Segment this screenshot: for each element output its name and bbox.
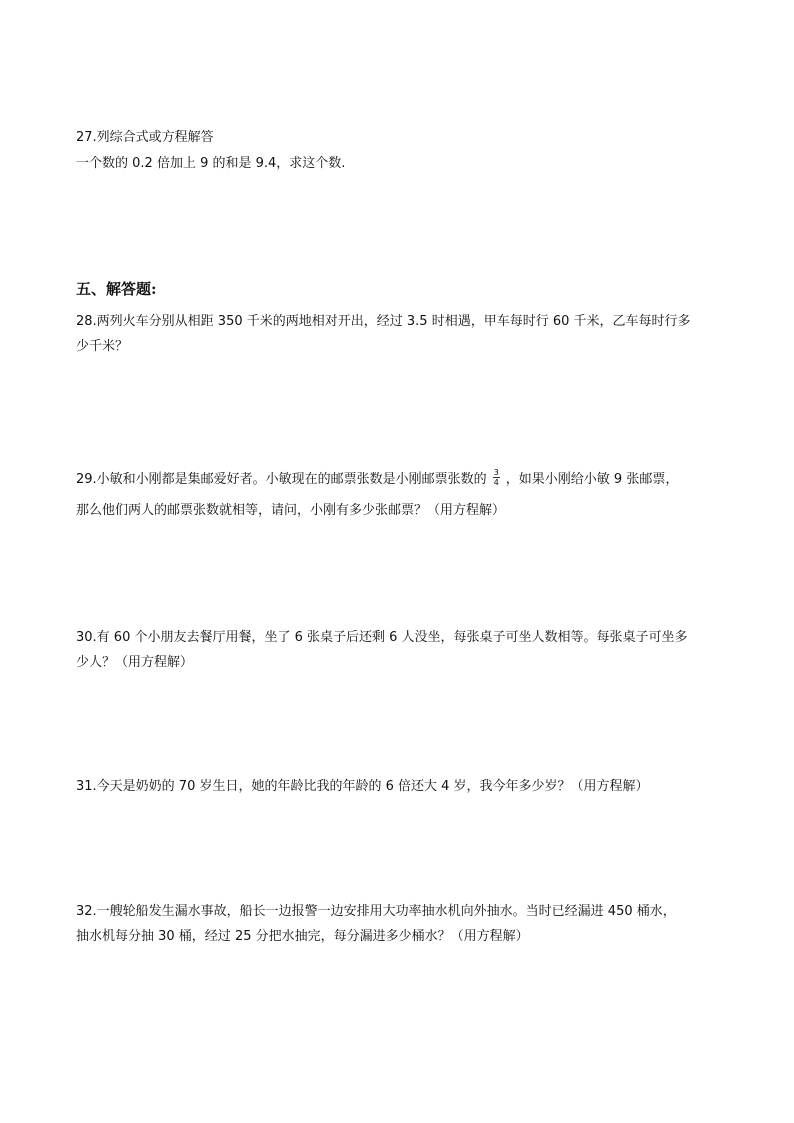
- question-30-line-2: 少人？（用方程解）: [76, 655, 194, 670]
- question-27-text: 一个数的 0.2 倍加上 9 的和是 9.4，求这个数.: [76, 156, 346, 171]
- section-heading: 五、解答题:: [76, 280, 157, 298]
- question-29-text-before-fraction: 29.小敏和小刚都是集邮爱好者。小敏现在的邮票张数是小刚邮票张数的: [76, 472, 487, 487]
- question-29-line-2: 那么他们两人的邮票张数就相等，请问，小刚有多少张邮票？（用方程解）: [76, 503, 506, 518]
- question-27-title: 27.列综合式或方程解答: [76, 130, 214, 145]
- fraction-three-quarters: [493, 468, 500, 487]
- question-32-line-1: 32.一艘轮船发生漏水事故，船长一边报警一边安排用大功率抽水机向外抽水。当时已经漏进 450 桶水，: [76, 904, 676, 919]
- question-31-line-1: 31.今天是奶奶的 70 岁生日，她的年龄比我的年龄的 6 倍还大 4 岁，我今年多少岁？（用方程解）: [76, 779, 649, 794]
- question-29-text-after-fraction: ，如果小刚给小敏 9 张邮票，: [505, 472, 679, 487]
- question-28-line-2: 少千米？: [76, 339, 129, 354]
- fraction-numerator: 3: [493, 468, 499, 477]
- question-32-line-2: 抽水机每分抽 30 桶，经过 25 分把水抽完，每分漏进多少桶水？（用方程解）: [76, 929, 529, 944]
- question-29-line-1: [76, 470, 678, 489]
- fraction-denominator: 4: [493, 478, 499, 487]
- question-30-line-1: 30.有 60 个小朋友去餐厅用餐，坐了 6 张桌子后还剩 6 人没坐，每张桌子可坐人数相等。每张桌子可坐多: [76, 630, 688, 645]
- question-28-line-1: 28.两列火车分别从相距 350 千米的两地相对开出，经过 3.5 时相遇，甲车每时行 60 千米，乙车每时行多: [76, 314, 691, 329]
